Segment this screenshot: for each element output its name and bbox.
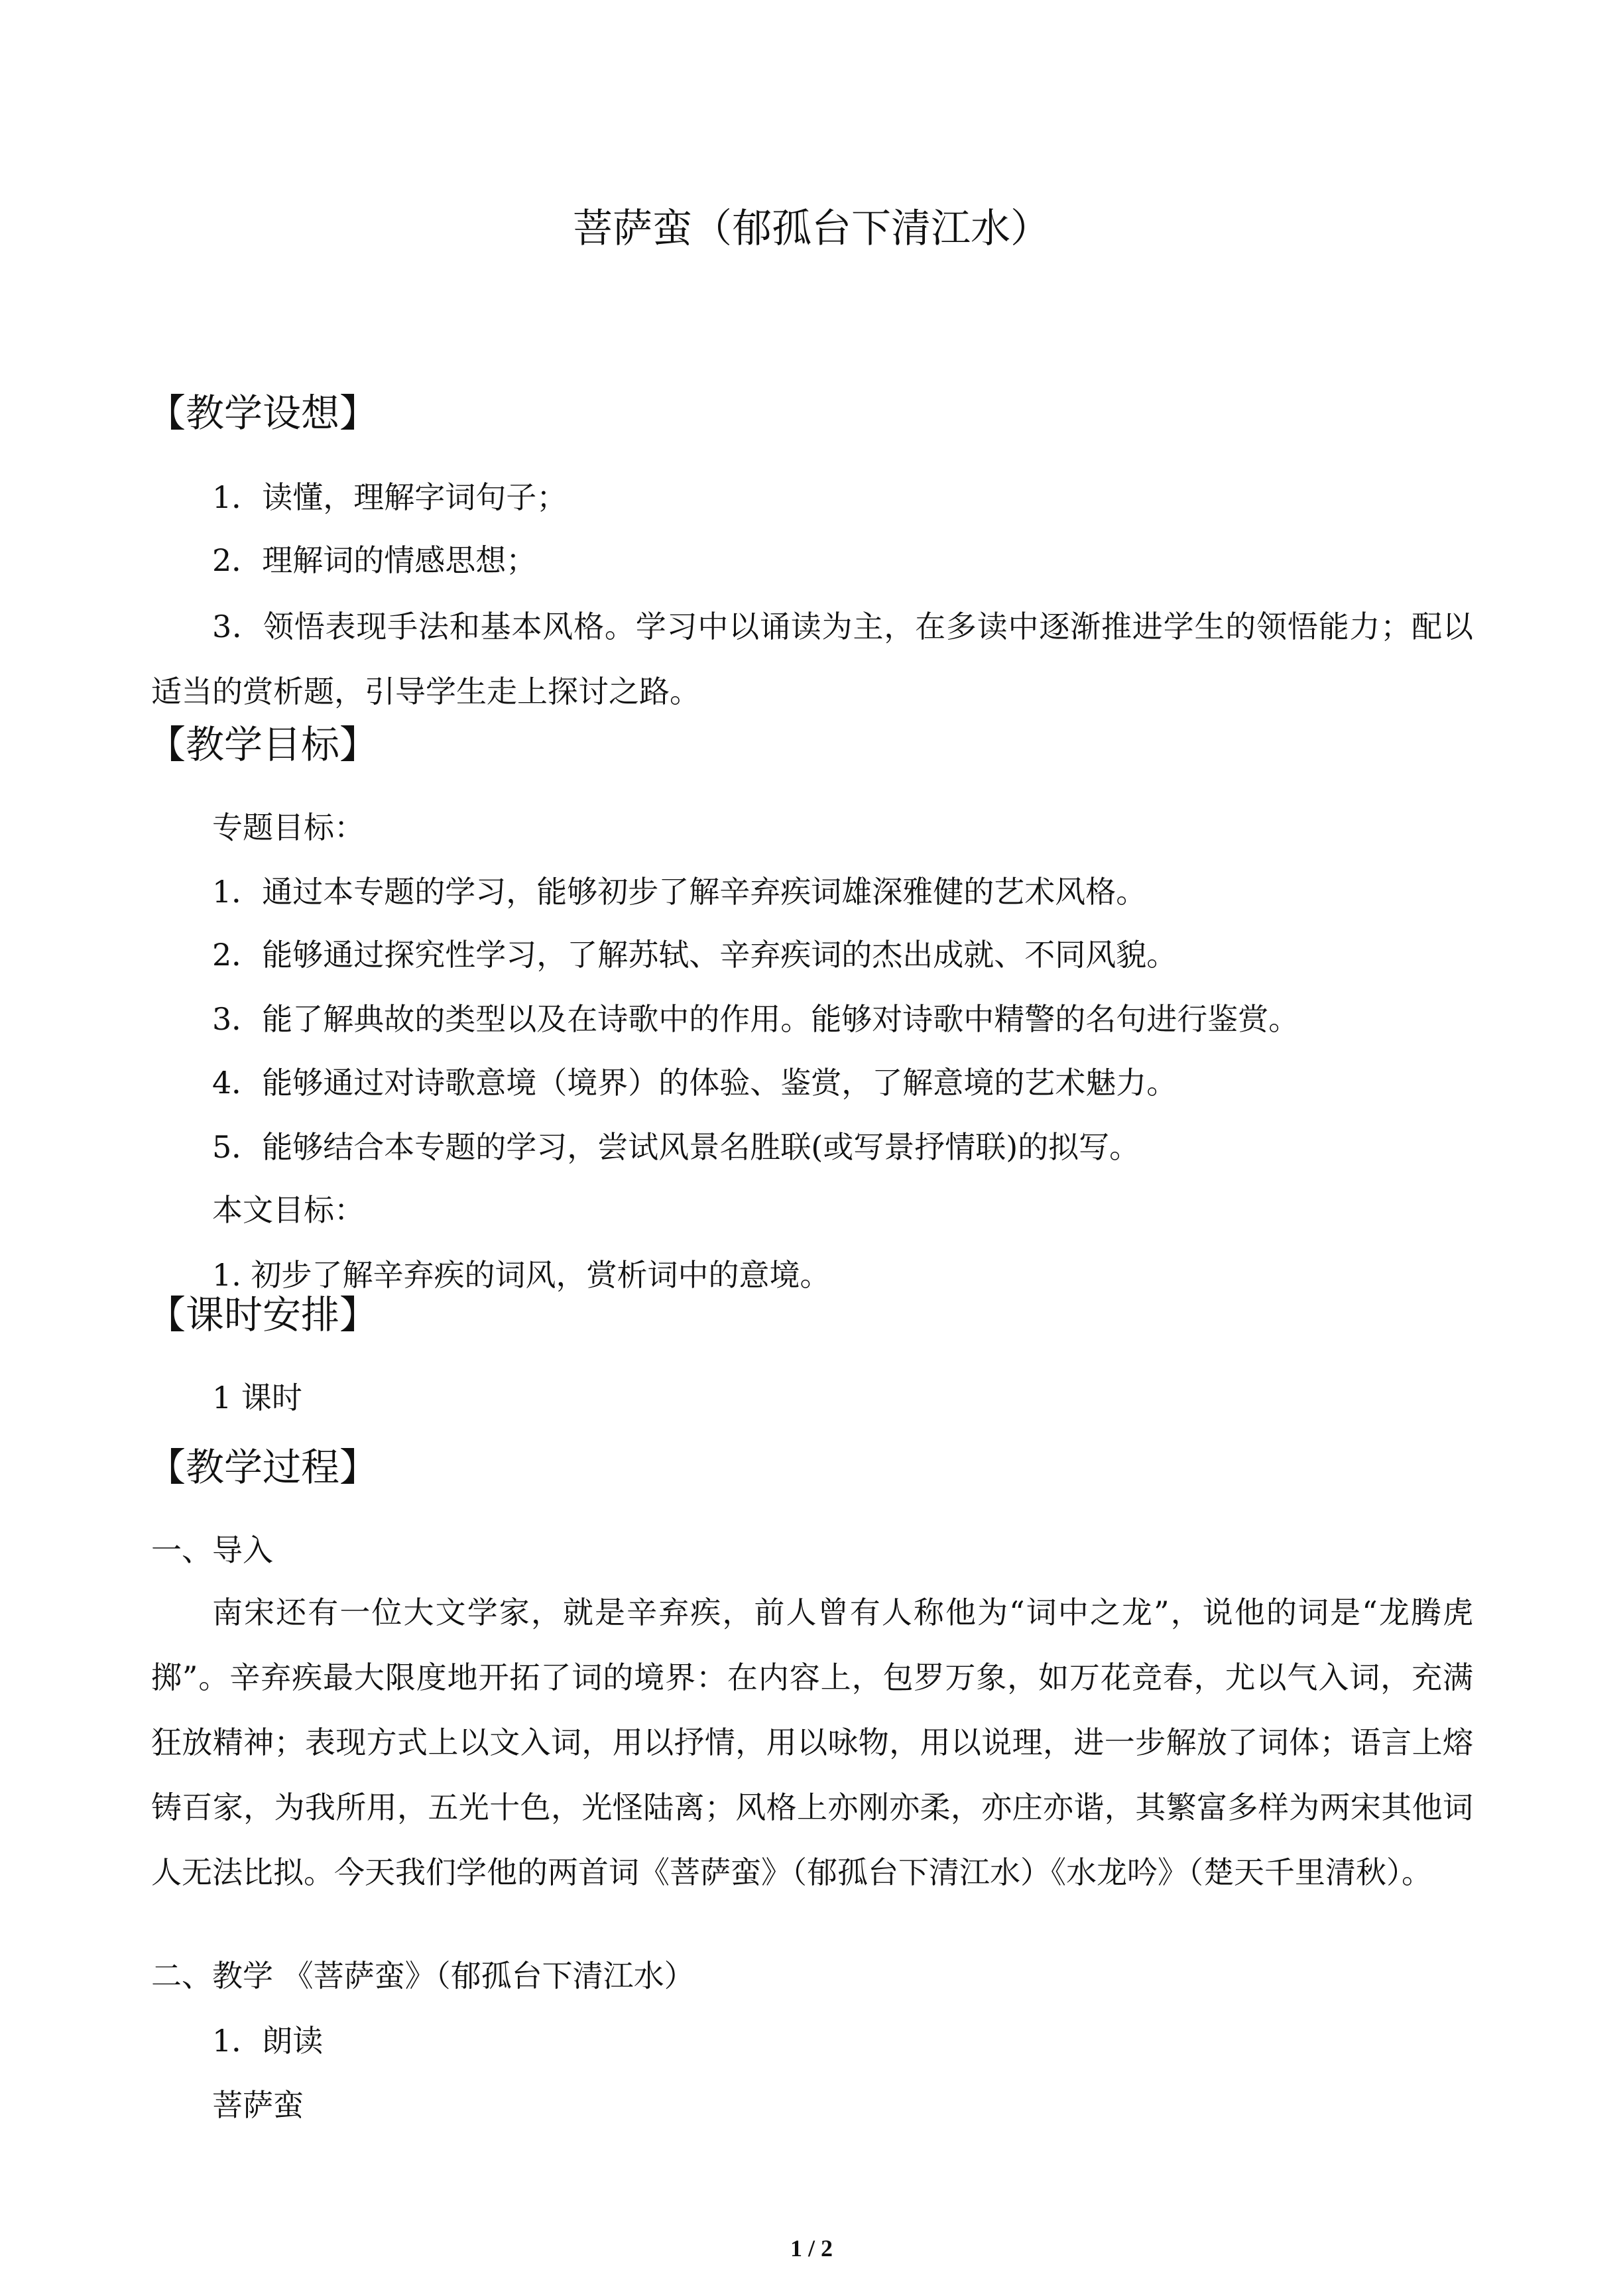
topic-goal-item-2: 2．能够通过探究性学习，了解苏轼、辛弃疾词的杰出成就、不同风貌。 [212, 937, 1177, 973]
section-heading-design: 【教学设想】 [147, 391, 379, 436]
topic-goal-item-3: 3．能了解典故的类型以及在诗歌中的作用。能够对诗歌中精警的名句进行鉴赏。 [212, 1001, 1299, 1037]
intro-paragraph: 南宋还有一位大文学家，就是辛弃疾，前人曾有人称他为“词中之龙”，说他的词是“龙腾虎掷”。辛弃疾最大限度地开拓了词的境界：在内容上，包罗万象，如万花竞春，尤以气入词，充满狂放精神；表现方式上以文入词，用以抒情，用以咏物，用以说理，进一步解放了词体；语言上熔铸百家，为我所用，五光十色，光怪陆离；风格上亦刚亦柔，亦庄亦谐，其繁富多样为两宋其他词人无法比拟。今天我们学他的两首词《菩萨蛮》（郁孤台下清江水）《水龙吟》（楚天千里清秋）。 [151, 1595, 1473, 1890]
section-heading-goals: 【教学目标】 [147, 722, 379, 767]
document-title: 菩萨蛮（郁孤台下清江水） [573, 206, 1050, 252]
topic-goal-item-1: 1．通过本专题的学习，能够初步了解辛弃疾词雄深雅健的艺术风格。 [212, 874, 1147, 910]
schedule-value: 1 课时 [212, 1380, 302, 1416]
design-item-3: 3．领悟表现手法和基本风格。学习中以诵读为主，在多读中逐渐推进学生的领悟能力；配以适当的赏析题，引导学生走上探讨之路。 [151, 609, 1473, 709]
design-item-1: 1．读懂，理解字词句子； [212, 479, 568, 515]
topic-goal-item-4: 4．能够通过对诗歌意境（境界）的体验、鉴赏，了解意境的艺术魅力。 [212, 1065, 1177, 1101]
text-goal-item-1: 1. 初步了解辛弃疾的词风，赏析词中的意境。 [212, 1257, 831, 1293]
topic-goal-item-5: 5．能够结合本专题的学习，尝试风景名胜联(或写景抒情联)的拟写。 [212, 1129, 1140, 1165]
section-heading-schedule: 【课时安排】 [147, 1292, 379, 1337]
section-heading-process: 【教学过程】 [147, 1445, 379, 1490]
teach-heading: 二、教学 《菩萨蛮》（郁孤台下清江水） [151, 1958, 695, 1994]
topic-goals-label: 专题目标： [212, 810, 365, 845]
intro-heading: 一、导入 [151, 1532, 273, 1568]
page-indicator: 1 / 2 [790, 2235, 833, 2262]
design-item-2: 2．理解词的情感思想； [212, 542, 537, 578]
text-goals-label: 本文目标： [212, 1192, 365, 1228]
reading-label: 1．朗读 [212, 2023, 324, 2059]
poem-title: 菩萨蛮 [212, 2087, 304, 2123]
